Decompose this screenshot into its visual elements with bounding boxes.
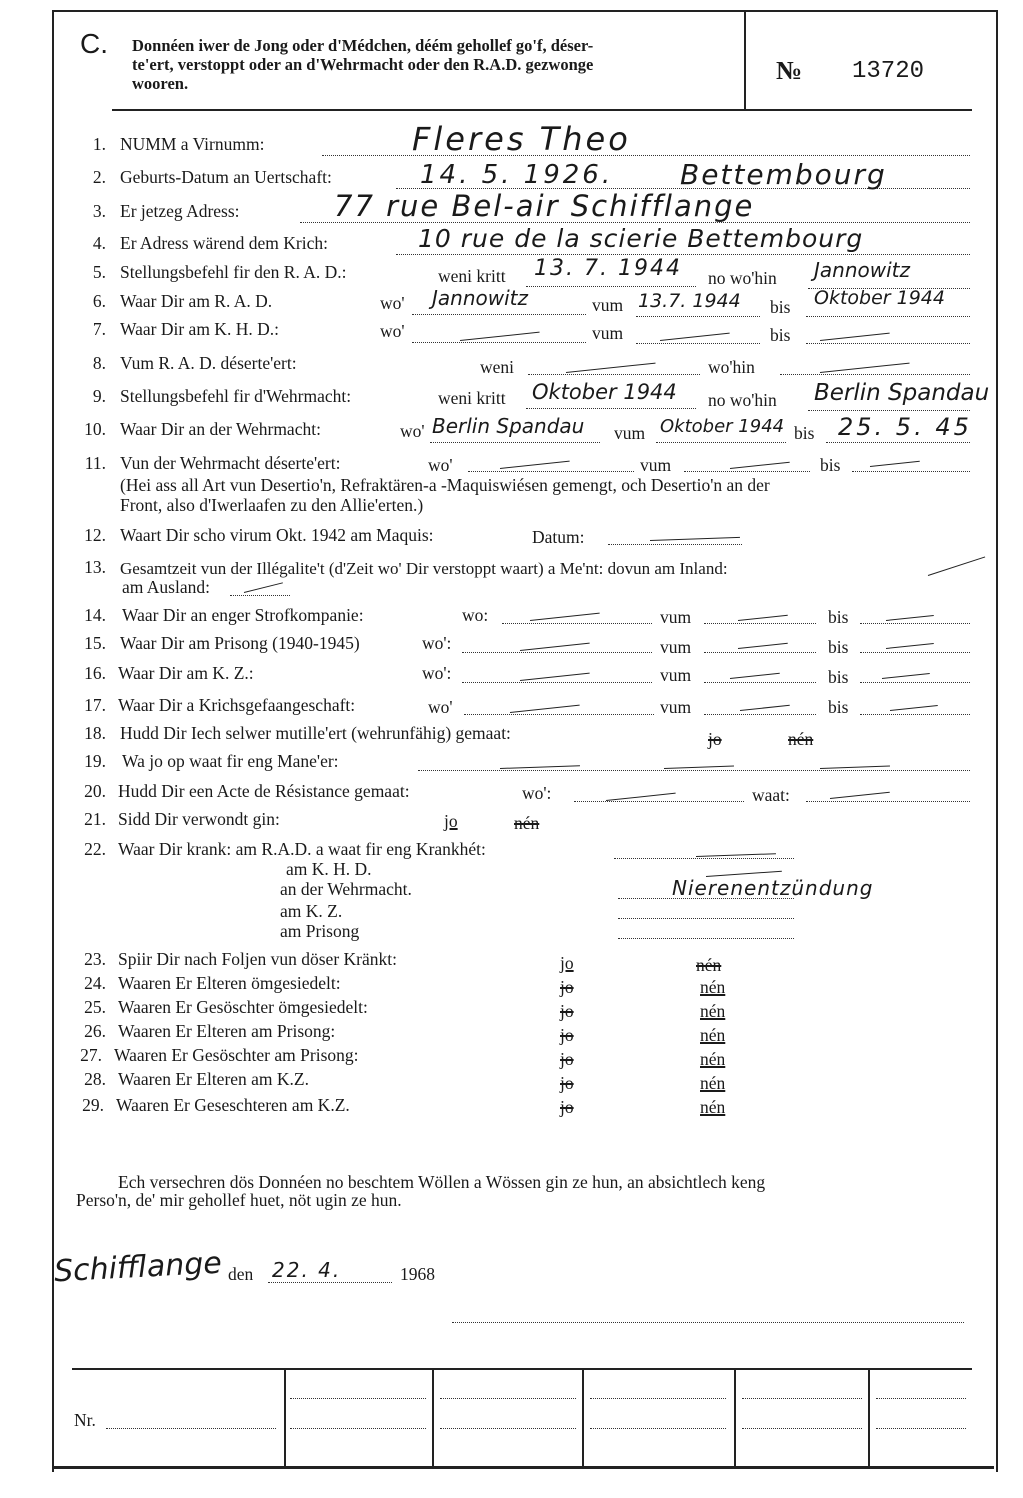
field-line [806,316,970,317]
label-vum: vum [614,423,646,443]
signature-line [452,1322,964,1323]
field-line [618,938,794,939]
field-line [430,442,600,443]
header-intro-line2: te'ert, verstoppt oder an d'Wehrmacht oder den R.A.D. gezwonge [132,55,594,74]
field-line [526,408,696,409]
field-line [704,652,816,653]
label-vum: vum [592,323,624,343]
row-label-siblings-kz: Waaren Er Geseschteren am K.Z. [116,1095,350,1115]
row-label-manner: Wa jo op waat fir eng Mane'er: [122,751,339,771]
label-wo: wo' [428,455,453,475]
footer-field-line[interactable] [106,1428,276,1429]
row-number: 3. [92,201,106,221]
declaration-line2: Perso'n, de' mir gehollef huet, nöt ugin ze hun. [76,1190,402,1210]
label-datum: Datum: [532,527,585,547]
label-ausland: am Ausland: [122,577,210,597]
field-line [396,254,970,255]
footer-field-line[interactable] [876,1398,966,1399]
field-line [860,623,970,624]
option-nen[interactable]: nén [700,1001,726,1021]
option-jo[interactable]: jo [560,1025,574,1045]
field-line [860,652,970,653]
label-bis: bis [794,423,815,443]
option-nen[interactable]: nén [700,977,726,997]
row-number: 19. [84,751,106,771]
label-bis: bis [828,667,849,687]
field-rad-order-date[interactable]: 13. 7. 1944 [534,256,682,281]
label-wo: wo': [422,633,452,653]
field-line [808,410,970,411]
row-label-parents-prison: Waaren Er Elteren am Prisong: [118,1021,336,1041]
row-label-parents-resettled: Waaren Er Elteren ömgesiedelt: [118,973,341,993]
field-line [636,343,760,344]
field-wehrmacht-order-place[interactable]: Berlin Spandau [814,380,990,406]
signature-date[interactable]: 22. 4. [272,1258,342,1282]
field-line [614,858,794,859]
label-wo: wo': [422,663,452,683]
row-label-birth: Geburts-Datum an Uertschaft: [120,167,332,187]
row-number: 21. [84,809,106,829]
field-line [852,471,970,472]
field-line [656,442,786,443]
footer-field-line[interactable] [290,1428,426,1429]
label-bis: bis [828,697,849,717]
option-nen[interactable]: nén [700,1025,726,1045]
field-line [526,286,696,287]
label-vum: vum [660,665,692,685]
option-jo[interactable]: jo [560,1049,574,1069]
field-line [780,374,970,375]
footer-field-line[interactable] [590,1428,726,1429]
field-current-address[interactable]: 77 rue Bel-air Schifflange [334,189,755,223]
field-line [860,682,970,683]
field-rad-from[interactable]: 13.7. 1944 [638,290,741,312]
field-line [704,714,816,715]
row-label-war-address: Er Adress wärend dem Krich: [120,233,328,253]
field-war-address[interactable]: 10 rue de la scierie Bettembourg [418,224,864,253]
field-line [268,1282,392,1283]
row-label-wounded: Sidd Dir verwondt gin: [118,809,280,829]
field-line [230,595,290,596]
label-vum: vum [592,295,624,315]
row-number: 7. [92,319,106,339]
row-number: 17. [84,695,106,715]
footer-col-divider [734,1370,736,1466]
row-label-rad-deserted: Vum R. A. D. déserte'ert: [120,353,297,373]
signature-place[interactable]: Schifflange [53,1245,223,1290]
row-label-wehrmacht-order: Stellungsbefehl fir d'Wehrmacht: [120,386,352,406]
row-label-prison: Waar Dir am Prisong (1940-1945) [120,633,360,653]
label-vum: vum [660,607,692,627]
footer-col-divider [432,1370,434,1466]
label-bis: bis [828,607,849,627]
option-jo[interactable]: jo [708,729,722,749]
option-nen[interactable]: nén [700,1049,726,1069]
form-number: 13720 [852,58,925,85]
footer-field-line[interactable] [742,1398,862,1399]
row-label-khd: Waar Dir am K. H. D.: [120,319,279,339]
field-line [502,623,652,624]
row-number: 25. [84,997,106,1017]
declaration-line1: Ech versechren dös Donnéen no beschtem Wöllen a Wössen gin ze hun, an absichtlech keng [118,1172,766,1192]
footer-field-line[interactable] [590,1398,726,1399]
row-number: 29. [82,1095,104,1115]
row-number: 5. [92,262,106,282]
row-number: 1. [92,134,106,154]
option-nen[interactable]: nén [788,729,814,749]
header-vertical-divider [744,12,746,110]
row-number: 6. [92,291,106,311]
row-number: 4. [92,233,106,253]
option-nen[interactable]: nén [696,955,722,975]
option-jo[interactable]: jo [560,1001,574,1021]
field-line [636,316,760,317]
label-wo: wo' [400,421,425,441]
option-jo[interactable]: jo [560,1073,574,1093]
field-wehrmacht-from[interactable]: Oktober 1944 [660,416,785,437]
illness-prison: am Prisong [280,921,360,941]
row-label-name: NUMM a Virnumm: [120,134,265,154]
row-label-address: Er jetzeg Adress: [120,201,240,221]
row-label-siblings-resettled: Waaren Er Gesöschter ömgesiedelt: [118,997,368,1017]
option-jo[interactable]: jo [444,811,458,831]
label-bis: bis [820,455,841,475]
field-line [574,801,744,802]
footer-field-line[interactable] [742,1428,862,1429]
header-divider [112,109,972,111]
row-number: 18. [84,723,106,743]
header-intro-line1: Donnéen iwer de Jong oder d'Médchen, déém gehollef go'f, déser- [132,36,594,55]
illness-wehrmacht: an der Wehrmacht. [280,879,412,899]
label-wohin: wo'hin [708,357,755,377]
field-line [826,442,970,443]
field-line [464,714,654,715]
section-letter: C. [80,28,108,59]
row-label-consequences: Spiir Dir nach Foljen vun döser Kränkt: [118,949,397,969]
field-line [806,343,970,344]
option-jo[interactable]: jo [560,1097,574,1117]
row-number: 12. [84,525,106,545]
label-wo: wo' [380,321,405,341]
label-weni-kritt: weni kritt [438,266,506,286]
signature-year: 1968 [400,1264,435,1284]
footer-field-line[interactable] [440,1398,576,1399]
row-label-self-mutilation: Hudd Dir Iech selwer mutille'ert (wehrunfähig) gemaat: [120,723,511,743]
row-label-wehrmacht-deserted: Vun der Wehrmacht déserte'ert: [120,453,341,473]
row-number: 23. [84,949,106,969]
field-rad-to[interactable]: Oktober 1944 [814,287,945,309]
label-wo: wo' [428,697,453,717]
field-line [412,314,586,315]
row-number: 26. [84,1021,106,1041]
row-note-line2: Front, also d'Iwerlaafen zu den Allie'erten.) [120,495,424,515]
label-wo: wo' [380,293,405,313]
label-waat: waat: [752,785,790,805]
footer-col-divider [582,1370,584,1466]
field-line [608,544,742,545]
footer-nr-label: Nr. [74,1410,96,1430]
row-number: 9. [92,386,106,406]
row-label-siblings-prison: Waaren Er Gesöschter am Prisong: [114,1045,359,1065]
row-label-parents-kz: Waaren Er Elteren am K.Z. [118,1069,309,1089]
field-rad-order-place[interactable]: Jannowitz [814,258,910,282]
field-line [704,682,816,683]
field-line [462,682,652,683]
row-number: 27. [80,1045,102,1065]
row-number: 2. [92,167,106,187]
field-name-value[interactable]: Fleres Theo [412,120,631,158]
field-line [704,623,816,624]
label-no-wohin: no wo'hin [708,268,777,288]
option-nen[interactable]: nén [700,1097,726,1117]
row-number: 20. [84,781,106,801]
label-no-wohin: no wo'hin [708,390,777,410]
label-vum: vum [660,637,692,657]
field-birth-place[interactable]: Bettembourg [680,158,887,191]
row-note-line1: (Hei ass all Art vun Desertio'n, Refraktären-a -Maquiswiésen gemengt, och Desertio'n an der [120,475,770,495]
footer-col-divider [284,1370,286,1466]
field-line [412,342,586,343]
label-den: den [228,1264,254,1284]
field-rad-place[interactable]: Jannowitz [432,286,528,310]
row-label-illness: Waar Dir krank: am R.A.D. a waat fir eng Krankhét: [118,839,486,859]
field-line [468,471,634,472]
row-number: 11. [84,453,106,473]
row-label-rad: Waar Dir am R. A. D. [120,291,273,311]
footer-top-rule [72,1368,972,1370]
label-bis: bis [828,637,849,657]
row-label-wehrmacht: Waar Dir an der Wehrmacht: [120,419,321,439]
option-jo[interactable]: jo [560,977,574,997]
field-wehrmacht-order-date[interactable]: Oktober 1944 [532,380,677,404]
row-number: 28. [84,1069,106,1089]
field-line [806,801,970,802]
row-label-illegality: Gesamtzeit vun der Illégalite't (d'Zeit wo' Dir verstoppt waart) a Me'nt: dovun am Inland: [120,559,728,578]
row-number: 8. [92,353,106,373]
field-line [462,652,652,653]
label-bis: bis [770,325,791,345]
row-label-pow: Waar Dir a Krichsgefaangeschaft: [118,695,356,715]
illness-kz: am K. Z. [280,901,343,921]
field-line [684,471,810,472]
row-number: 24. [84,973,106,993]
label-vum: vum [640,455,672,475]
row-number: 22. [84,839,106,859]
row-number: 10. [84,419,106,439]
label-weni-kritt: weni kritt [438,388,506,408]
footer-field-line[interactable] [876,1428,966,1429]
field-illness-wehrmacht[interactable]: Nierenentzündung [672,876,874,900]
field-birth-date[interactable]: 14. 5. 1926. [420,160,614,190]
label-vum: vum [660,697,692,717]
option-nen[interactable]: nén [514,813,540,833]
option-nen[interactable]: nén [700,1073,726,1093]
row-number: 13. [84,557,106,577]
header-intro-line3: wooren. [132,74,189,93]
row-label-resistance: Hudd Dir een Acte de Résistance gemaat: [118,781,410,801]
footer-col-divider [868,1370,870,1466]
field-line [860,714,970,715]
label-bis: bis [770,297,791,317]
number-sign: № [776,56,803,85]
footer-field-line[interactable] [440,1428,576,1429]
field-line [528,374,700,375]
row-number: 15. [84,633,106,653]
label-wo: wo: [462,605,489,625]
row-label-maquis: Waart Dir scho virum Okt. 1942 am Maquis: [120,525,434,545]
row-number: 16. [84,663,106,683]
field-wehrmacht-place[interactable]: Berlin Spandau [432,414,585,438]
footer-field-line[interactable] [290,1398,426,1399]
field-line [418,770,970,771]
label-weni: weni [480,357,515,377]
illness-khd: am K. H. D. [286,859,372,879]
row-label-kz: Waar Dir am K. Z.: [118,663,254,683]
label-wo: wo': [522,783,552,803]
footer-bottom-rule [54,1466,994,1469]
field-wehrmacht-to[interactable]: 25. 5. 45 [838,413,972,441]
row-label-penal-company: Waar Dir an enger Strofkompanie: [122,605,364,625]
option-jo[interactable]: jo [560,953,574,973]
field-line [618,918,794,919]
row-number: 14. [84,605,106,625]
row-label-rad-order: Stellungsbefehl fir den R. A. D.: [120,262,347,282]
